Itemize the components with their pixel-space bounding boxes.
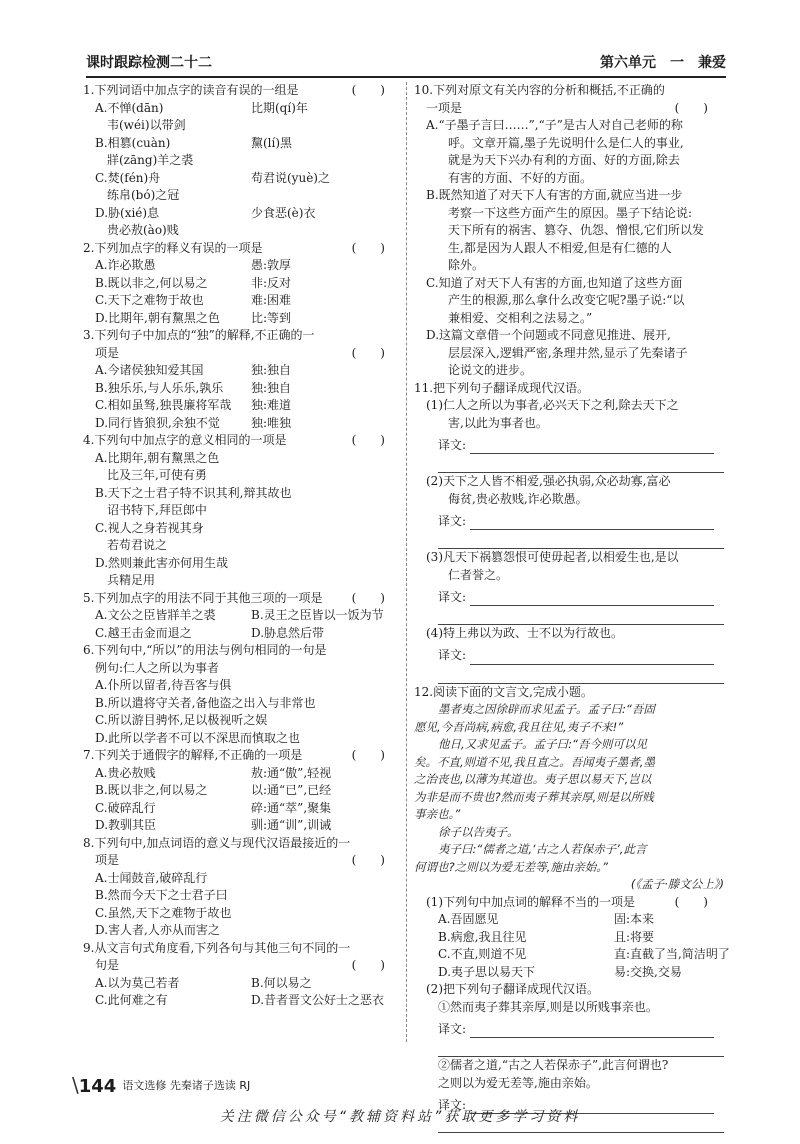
text-line (83, 275, 401, 293)
text-line (414, 170, 724, 188)
line-text-second: 碎:通“萃”,聚集 (251, 800, 332, 815)
translation-label: 译文: (438, 513, 467, 528)
line-text-second: 少食恶(è)衣 (251, 205, 316, 220)
footer-slash-icon: \ (72, 1073, 79, 1097)
line-text: D.此所以学者不可以不深思而慎取之也 (95, 730, 301, 745)
line-text: 侮贫,贵必敖贱,诈必欺愚。 (448, 491, 588, 506)
text-line (414, 292, 724, 310)
unit-title: 第六单元 一 兼爱 (600, 55, 726, 71)
text-line (83, 117, 401, 135)
text-line (83, 537, 401, 555)
line-text-second: 且:将要 (614, 929, 655, 944)
line-text: 徐子以告夷子。 (438, 824, 519, 839)
text-line (83, 817, 401, 835)
line-text: 例句:仁人之所以为事者 (95, 660, 220, 675)
answer-parentheses[interactable]: ( ) (351, 853, 385, 867)
line-text: (4)特上弗以为政、士不以为行故也。 (426, 626, 623, 640)
text-line (83, 100, 401, 118)
text-line (414, 841, 724, 859)
text-line (83, 450, 401, 468)
translation-label: 译文: (438, 437, 467, 452)
right-column (414, 82, 730, 1133)
line-text-second: 独:独自 (251, 363, 292, 377)
text-line (83, 800, 401, 818)
line-text: C.焚(fén)舟 (95, 170, 161, 185)
question-text: 8.下列句中,加点词语的意义与现代汉语最接近的一 (83, 835, 351, 850)
line-text: 一项是 (426, 100, 463, 115)
line-text: C.所以游目骋怀,足以极视听之娱 (95, 713, 268, 727)
answer-parentheses[interactable]: ( ) (674, 100, 708, 115)
line-text: 若苟君说之 (107, 538, 168, 552)
line-text: 为非是而不贵也?然而夷子葬其亲厚,则是以所贱 (414, 789, 654, 804)
text-line (414, 981, 724, 999)
line-text: B.既以非之,何以易之 (95, 783, 208, 797)
line-text-second: 难:困难 (251, 293, 292, 307)
line-text: 诏书特下,拜臣郎中 (107, 503, 207, 517)
answer-line[interactable] (470, 650, 714, 665)
text-line (414, 806, 724, 824)
text-line (414, 275, 724, 293)
line-text: ②儒者之道,“古之人若保赤子”,此言何谓也? (438, 1058, 669, 1072)
text-line (83, 485, 401, 503)
text-line (83, 502, 401, 520)
text-line (414, 397, 724, 415)
line-text-second: 比:等到 (251, 310, 292, 325)
answer-line[interactable] (438, 665, 724, 684)
answer-line[interactable] (470, 439, 714, 454)
text-line (83, 415, 401, 433)
translation-label: 译文: (438, 1021, 467, 1036)
text-line (83, 205, 401, 223)
text-line (414, 1075, 724, 1093)
text-line (83, 905, 401, 923)
question-stem (414, 380, 724, 398)
text-line (414, 415, 724, 433)
text-line (414, 876, 724, 894)
line-text-second: 易:交换,交易 (614, 964, 682, 979)
line-text: C.天下之难物于故也 (95, 293, 204, 307)
text-line (414, 240, 724, 258)
text-line (414, 345, 724, 363)
text-line (83, 555, 401, 573)
text-line (414, 100, 724, 118)
text-line (414, 327, 724, 345)
watermark-note: 关注微信公众号“教辅资料站”获取更多学习资料 (219, 1109, 581, 1125)
translation-row (414, 584, 724, 606)
line-text: D.然则兼此害亦何用生哉 (95, 555, 229, 570)
line-text-second: 驯:通“训”,训诫 (251, 818, 332, 832)
text-line (414, 257, 724, 275)
question-stem (83, 432, 401, 450)
text-line (83, 607, 401, 625)
line-text: A.仆所以留者,待吾客与俱 (95, 678, 232, 692)
text-line (414, 491, 724, 509)
question-text: 9.从文言句式角度看,下列各句与其他三句不同的一 (83, 940, 351, 955)
line-text: 之则以为爱无差等,施由亲始。 (438, 1075, 598, 1090)
text-line (83, 765, 401, 783)
line-text: 天下所有的祸害、篡夺、仇怨、憎恨,它们所以发 (448, 223, 704, 237)
question-text: 7.下列关于通假字的解释,不正确的一项是 (83, 748, 303, 762)
line-text: 害,以此为事者也。 (448, 415, 548, 430)
line-text: B.既然知道了对天下人有害的方面,就应当进一步 (426, 188, 683, 202)
answer-parentheses[interactable]: ( ) (351, 748, 385, 762)
line-text-second: 独:独自 (251, 380, 292, 395)
translation-row (414, 432, 724, 454)
translation-row (414, 1016, 724, 1038)
question-stem (83, 940, 401, 958)
answer-parentheses[interactable]: ( ) (351, 433, 385, 447)
page-header (86, 52, 726, 74)
line-text: 仁者誉之。 (448, 567, 509, 582)
line-text: B.病愈,我且往见 (438, 929, 527, 944)
book-title: 语文选修 先秦诸子选读 RJ (122, 1079, 251, 1092)
text-line (83, 975, 401, 993)
text-line (414, 549, 724, 567)
text-line (414, 719, 724, 737)
question-stem (83, 240, 401, 258)
line-text: D.夷子思以易天下 (438, 964, 536, 979)
question-stem (414, 684, 724, 702)
text-line (83, 222, 401, 240)
text-line (83, 695, 401, 713)
line-text-second: B.灵王之臣皆以一饭为节 (251, 608, 384, 622)
text-line (83, 887, 401, 905)
section-title: 课时跟踪检测二十二 (86, 55, 212, 71)
line-text: 墨者夷之因徐辟而求见孟子。孟子曰:“吾固 (438, 702, 655, 716)
text-line (83, 782, 401, 800)
question-stem (83, 327, 401, 345)
line-text: 除外。 (448, 258, 485, 272)
text-line (414, 701, 724, 719)
answer-parentheses[interactable]: ( ) (351, 240, 385, 255)
line-text: B.然而今天下之士君子曰 (95, 888, 228, 902)
line-text-second: D.昔者晋文公好士之恶衣 (251, 993, 385, 1007)
text-line (83, 992, 401, 1010)
answer-line[interactable] (470, 515, 714, 530)
question-stem (414, 82, 724, 100)
line-text: 牂(zāng)羊之裘 (107, 153, 194, 167)
line-text-second: 独:唯独 (251, 415, 292, 430)
question-text: 3.下列句子中加点的“独”的解释,不正确的一 (83, 328, 315, 342)
text-line (414, 964, 724, 982)
left-column (83, 82, 401, 1010)
line-text: B.天下之士君子特不识其利,辩其故也 (95, 485, 292, 500)
answer-parentheses[interactable]: ( ) (674, 894, 708, 909)
line-text: 韦(wéi)以带剑 (107, 118, 186, 132)
line-text: (2)把下列句子翻译成现代汉语。 (426, 982, 599, 996)
line-text: 呼。文章开篇,墨子先说明什么是仁人的事业, (448, 135, 684, 150)
line-text: A.不惮(dān) (95, 100, 164, 115)
line-text: 夷子曰:“儒者之道,‘古之人若保赤子’,此言 (438, 842, 647, 856)
translation-label: 译文: (438, 648, 467, 662)
text-line (414, 310, 724, 328)
line-text-second: B.何以易之 (251, 975, 312, 990)
line-text: 何谓也?之则以为爱无差等,施由亲始。” (414, 859, 608, 874)
line-text: 兵精足用 (107, 573, 156, 587)
text-line (83, 170, 401, 188)
text-line (414, 911, 724, 929)
line-text: 有害的方面、不好的方面。 (448, 170, 593, 185)
text-line (414, 894, 724, 912)
line-text: D.胁(xié)息 (95, 205, 160, 220)
question-text: 10.下列对原文有关内容的分析和概括,不正确的 (414, 83, 665, 97)
answer-line[interactable] (438, 454, 724, 473)
line-text-second: 直:直截了当,简洁明了 (614, 947, 730, 961)
line-text-second: 黧(lí)黑 (251, 135, 293, 150)
page-footer (72, 1073, 250, 1097)
line-text: 比及三年,可使有勇 (107, 468, 207, 482)
line-text: A.贵必敖贱 (95, 765, 156, 780)
line-text: A.士闻鼓音,破碎乱行 (95, 870, 208, 885)
answer-line[interactable] (438, 606, 724, 625)
line-text: (《孟子·滕文公上》) (630, 877, 724, 891)
text-line (414, 473, 724, 491)
answer-line[interactable] (438, 1038, 724, 1057)
line-text: A.比期年,朝有黧黑之色 (95, 450, 220, 465)
question-text: 2.下列加点字的释义有误的一项是 (83, 240, 263, 255)
question-stem (83, 642, 401, 660)
line-text-second: 比期(qí)年 (251, 100, 308, 115)
question-text: 11.把下列句子翻译成现代汉语。 (414, 380, 590, 395)
line-text: ①然而夷子葬其亲厚,则是以所贱事亲也。 (438, 999, 658, 1014)
text-line (414, 135, 724, 153)
line-text: C.虽然,天下之难物于故也 (95, 905, 232, 920)
line-text-second: 非:反对 (251, 275, 292, 290)
text-line (414, 625, 724, 643)
answer-parentheses[interactable]: ( ) (351, 83, 385, 97)
line-text: 产生的根源,那么拿什么改变它呢?墨子说:“以 (448, 293, 685, 307)
answer-parentheses[interactable]: ( ) (351, 590, 385, 605)
line-text-second: 苟君说(yuè)之 (251, 170, 330, 185)
line-text: 论说文的进步。 (448, 363, 533, 377)
line-text: C.越王击金而退之 (95, 625, 192, 640)
text-line (414, 362, 724, 380)
text-line (414, 152, 724, 170)
text-line (83, 660, 401, 678)
line-text: (1)下列句中加点词的解释不当的一项是 (426, 894, 635, 909)
line-text: A.“子墨子言曰……”,“子”是古人对自己老师的称 (426, 118, 683, 132)
question-text: 5.下列加点字的用法不同于其他三项的一项是 (83, 590, 323, 605)
line-text: C.破碎乱行 (95, 800, 156, 815)
text-line (414, 999, 724, 1017)
line-text: 他日,又求见孟子。孟子曰:“吾今则可以见 (438, 737, 647, 751)
line-text: D.同行皆狼狈,余独不觉 (95, 415, 220, 430)
text-line (83, 135, 401, 153)
answer-parentheses[interactable]: ( ) (351, 958, 385, 972)
text-line (83, 922, 401, 940)
text-line (414, 859, 724, 877)
question-text: 6.下列句中,“所以”的用法与例句相同的一句是 (83, 643, 327, 657)
text-line (414, 789, 724, 807)
line-text: C.此何难之有 (95, 993, 168, 1007)
text-line (414, 754, 724, 772)
translation-label: 译文: (438, 1097, 467, 1112)
line-text: D.这篇文章借一个问题或不同意见推进、展开, (426, 328, 671, 342)
line-text: D.教驯其臣 (95, 818, 157, 832)
line-text: 愿见,今吾尚病,病愈,我且往见,夷子不来!” (414, 719, 624, 734)
line-text: 就是为天下兴办有利的方面、好的方面,除去 (448, 153, 680, 167)
text-line (414, 222, 724, 240)
line-text-second: 以:通“已”,已经 (251, 783, 332, 797)
text-line (414, 187, 724, 205)
line-text: 兼相爱、交相利之法易之。” (448, 310, 593, 325)
line-text: B.独乐乐,与人乐乐,孰乐 (95, 380, 224, 395)
line-text: 层层深入,逻辑严密,条理井然,显示了先秦诸子 (448, 345, 688, 360)
text-line (83, 712, 401, 730)
answer-line[interactable] (470, 1023, 714, 1038)
answer-line[interactable] (470, 591, 714, 606)
line-text: 贵必敖(ào)贱 (107, 223, 179, 237)
question-stem (83, 82, 401, 100)
line-text-second: 敖:通“傲”,轻视 (251, 765, 332, 780)
line-text: 之治丧也,以薄为其道也。夷子思以易天下,岂以 (414, 772, 652, 786)
question-text: 1.下列词语中加点字的读音有误的一组是 (83, 83, 299, 97)
text-line (83, 467, 401, 485)
line-text: 考察一下这些方面产生的原因。墨子下结论说: (448, 205, 693, 220)
line-text: 项是 (95, 345, 120, 360)
text-line (83, 625, 401, 643)
line-text: D.比期年,朝有黧黑之色 (95, 310, 220, 325)
text-line (414, 1057, 724, 1075)
translation-row (414, 643, 724, 665)
line-text: B.相篡(cuàn) (95, 135, 171, 150)
question-stem (83, 835, 401, 853)
line-text: 事亲也。” (414, 807, 461, 821)
line-text: C.相如虽驽,独畏廉将军哉 (95, 398, 232, 412)
line-text: D.害人者,人亦从而害之 (95, 923, 220, 937)
text-line (414, 929, 724, 947)
line-text: A.以为莫己若者 (95, 975, 180, 990)
line-text: C.知道了对天下人有害的方面,也知道了这些方面 (426, 275, 683, 290)
line-text: A.今诸侯独知爱其国 (95, 363, 204, 377)
text-line (83, 730, 401, 748)
text-line (83, 870, 401, 888)
line-text: (3)凡天下祸篡怨恨可使毋起者,以相爱生也,是以 (426, 550, 679, 564)
line-text: B.既以非之,何以易之 (95, 275, 208, 290)
text-line (83, 380, 401, 398)
line-text: 矣。不直,则道不见,我且直之。吾闻夷子墨者,墨 (414, 754, 655, 769)
translation-label: 译文: (438, 589, 467, 604)
question-stem (83, 590, 401, 608)
text-line (83, 362, 401, 380)
text-line (83, 397, 401, 415)
answer-parentheses[interactable]: ( ) (351, 345, 385, 360)
text-line (83, 520, 401, 538)
column-divider (406, 82, 407, 1042)
question-text: 12.阅读下面的文言文,完成小题。 (414, 684, 593, 699)
text-line (83, 310, 401, 328)
text-line (83, 292, 401, 310)
text-line (83, 677, 401, 695)
text-line (83, 152, 401, 170)
text-line (414, 117, 724, 135)
line-text: A.吾固愿见 (438, 912, 499, 926)
text-line (83, 257, 401, 275)
text-line (414, 736, 724, 754)
page-number: 144 (78, 1076, 117, 1097)
line-text: C.视人之身若视其身 (95, 520, 204, 535)
line-text: A.文公之臣皆牂羊之裘 (95, 608, 216, 622)
line-text: (1)仁人之所以为事者,必兴天下之利,除去天下之 (426, 398, 679, 412)
header-rule (86, 76, 726, 78)
text-line (414, 567, 724, 585)
line-text: C.不直,则道不见 (438, 947, 527, 961)
text-line (414, 771, 724, 789)
text-line (414, 946, 730, 964)
translation-row (414, 508, 724, 530)
line-text: 生,都是因为人跟人不相爱,但是有仁德的人 (448, 240, 672, 255)
line-text: B.所以遣将守关者,备他盗之出入与非常也 (95, 695, 316, 710)
line-text: 句是 (95, 958, 120, 972)
text-line (83, 572, 401, 590)
text-line (83, 187, 401, 205)
answer-line[interactable] (438, 530, 724, 549)
text-line (83, 345, 401, 363)
text-line (83, 957, 401, 975)
question-stem (83, 747, 401, 765)
line-text-second: 独:难道 (251, 398, 292, 412)
line-text-second: 固:本来 (614, 912, 655, 926)
line-text: (2)天下之人皆不相爱,强必执弱,众必劫寡,富必 (426, 474, 671, 488)
text-line (414, 824, 724, 842)
text-line (414, 205, 724, 223)
question-text: 4.下列句中加点字的意义相同的一项是 (83, 433, 287, 447)
line-text-second: 愚:敦厚 (251, 258, 292, 272)
line-text-second: D.胁息然后带 (251, 625, 325, 640)
line-text: 练帛(bó)之冠 (107, 188, 180, 202)
text-line (83, 852, 401, 870)
line-text: 项是 (95, 853, 120, 867)
line-text: A.诈必欺愚 (95, 258, 156, 272)
